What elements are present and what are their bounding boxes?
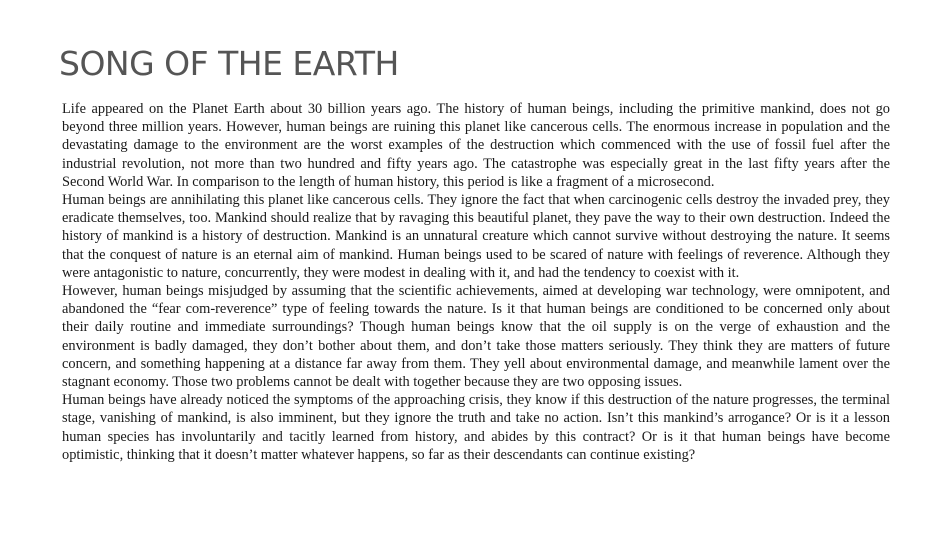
paragraph-4: Human beings have already noticed the symptoms of the approaching crisis, they know if this destruction of the nature progresses, the terminal stage, vanishing of mankind, is also imminent, but they ignore the truth and take no action. Isn’t this mankind’s arrogance? Or is it a lesson human species has involuntarily and tacitly learned from history, and abides by this contract? Or is it that human beings have become optimistic, thinking that it doesn’t matter whatever happens, so far as their descendants can continue existing?: [62, 392, 890, 463]
paragraph-1: Life appeared on the Planet Earth about 30 billion years ago. The history of human beings, including the primitive mankind, does not go beyond three million years. However, human beings are ruining this planet like cancerous cells. The enormous increase in population and the devastating damage to the environment are the worst examples of the destruction which commenced with the use of fossil fuel after the industrial revolution, not more than two hundred and fifty years ago. The catastrophe was especially great in the last fifty years after the Second World War. In comparison to the length of human history, this period is like a fragment of a microsecond.: [62, 101, 890, 190]
page-title: SONG OF THE EARTH: [59, 44, 399, 83]
article-body: [62, 100, 890, 464]
paragraph-3: However, human beings misjudged by assuming that the scientific achievements, aimed at developing war technology, were omnipotent, and abandoned the “fear com-reverence” type of feeling towards the nature. Is it that human beings are conditioned to be concerned only about their daily routine and immediate surroundings? Though human beings know that the oil supply is on the verge of exhaustion and the environment is badly damaged, they don’t bother about them, and don’t take those matters seriously. They think they are matters of future concern, and something happening at a distance far away from them. They yell about environmental damage, and meanwhile lament over the stagnant economy. Those two problems cannot be dealt with together because they are two opposing issues.: [62, 283, 890, 391]
paragraph-2: Human beings are annihilating this planet like cancerous cells. They ignore the fact that when carcinogenic cells destroy the invaded prey, they eradicate themselves, too. Mankind should realize that by ravaging this beautiful planet, they pave the way to their own destruction. Indeed the history of mankind is a history of destruction. Mankind is an unnatural creature which cannot survive without destroying the nature. It seems that the conquest of nature is an eternal aim of mankind. Human beings used to be scared of nature with feelings of reverence. Although they were antagonistic to nature, concurrently, they were modest in dealing with it, and had the tendency to coexist with it.: [62, 192, 890, 281]
